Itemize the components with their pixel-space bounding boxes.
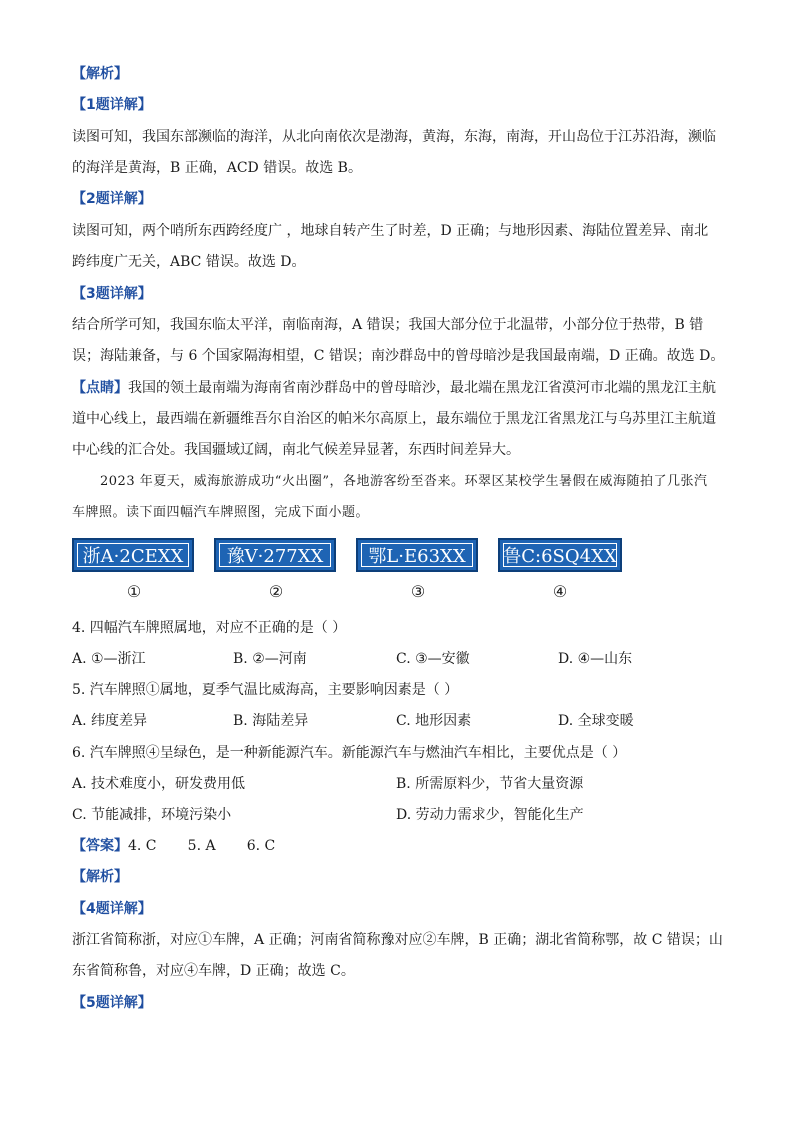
question-4-option-d: D. ④—山东 [558, 651, 633, 667]
question-5-option-a: A. 纬度差异 [72, 713, 148, 729]
q4-detail-line-2: 东省简称鲁，对应④车牌，D 正确；故选 C。 [72, 963, 355, 979]
question-5-stem: 5. 汽车牌照①属地，夏季气温比威海高，主要影响因素是（ ） [72, 682, 459, 698]
question-4-option-a: A. ①—浙江 [72, 651, 146, 667]
question-4-option-c: C. ③—安徽 [396, 651, 470, 667]
question-4-option-b: B. ②—河南 [233, 651, 307, 667]
key-point-line-3: 中心线的汇合处。我国疆域辽阔，南北气候差异显著，东西时间差异大。 [72, 442, 520, 458]
question-6-stem: 6. 汽车牌照④呈绿色，是一种新能源汽车。新能源汽车与燃油汽车相比，主要优点是（ ） [72, 745, 627, 761]
q1-detail-line-2: 的海洋是黄海，B 正确，ACD 错误。故选 B。 [72, 160, 362, 176]
license-plate-4-text: 鲁C:6SQ4XX [503, 546, 617, 567]
key-point-heading: 【点睛】 [72, 380, 128, 396]
license-plate-3 [356, 538, 478, 572]
license-plate-3-text: 鄂L·E63XX [368, 546, 466, 567]
q2-detail-line-1: 读图可知，两个哨所东西跨经度广 ，地球自转产生了时差，D 正确；与地形因素、海陆位置差异、南北 [72, 223, 709, 239]
question-5-option-d: D. 全球变暖 [558, 713, 634, 729]
plate-index-3: ③ [410, 582, 426, 601]
q2-detail-line-2: 跨纬度广无关，ABC 错误。故选 D。 [72, 254, 306, 270]
plate-index-2: ② [268, 582, 284, 601]
question-5-option-b: B. 海陆差异 [233, 713, 309, 729]
q2-detail-heading: 【2题详解】 [72, 191, 152, 207]
analysis-heading: 【解析】 [72, 66, 128, 82]
q5-detail-heading: 【5题详解】 [72, 995, 152, 1011]
material-intro-line-2: 车牌照。读下面四幅汽车牌照图，完成下面小题。 [72, 505, 370, 520]
question-6-option-b: B. 所需原料少，节省大量资源 [396, 776, 584, 792]
plate-index-4: ④ [552, 582, 568, 601]
analysis-heading-2: 【解析】 [72, 869, 128, 885]
license-plate-4 [498, 538, 622, 572]
q3-detail-line-2: 误；海陆兼备，与 6 个国家隔海相望，C 错误；南沙群岛中的曾母暗沙是我国最南端，D 正确。故选 D。 [72, 348, 725, 364]
license-plate-2-text: 豫V·277XX [226, 546, 324, 567]
q1-detail-heading: 【1题详解】 [72, 97, 152, 113]
q3-detail-heading: 【3题详解】 [72, 286, 152, 302]
q4-detail-line-1: 浙江省简称浙，对应①车牌，A 正确；河南省简称豫对应②车牌，B 正确；湖北省简称鄂，故 C 错误；山 [72, 932, 723, 948]
answer-line [72, 836, 275, 856]
license-plate-2 [214, 538, 336, 572]
question-6-option-a: A. 技术难度小，研发费用低 [72, 776, 246, 792]
plate-index-1: ① [126, 582, 142, 601]
q1-detail-line-1: 读图可知，我国东部濒临的海洋，从北向南依次是渤海，黄海，东海，南海，开山岛位于江苏沿海，濒临 [72, 129, 716, 145]
key-point-text-1: 我国的领土最南端为海南省南沙群岛中的曾母暗沙，最北端在黑龙江省漠河市北端的黑龙江主航 [128, 380, 716, 396]
key-point-line-1 [72, 378, 716, 398]
question-6-option-d: D. 劳动力需求少，智能化生产 [396, 807, 584, 823]
question-6-option-c: C. 节能减排，环境污染小 [72, 807, 232, 823]
question-5-option-c: C. 地形因素 [396, 713, 472, 729]
q4-detail-heading: 【4题详解】 [72, 901, 152, 917]
key-point-line-2: 道中心线上，最西端在新疆维吾尔自治区的帕米尔高原上，最东端位于黑龙江省黑龙江与乌苏里江主航道 [72, 411, 716, 427]
license-plate-1-text: 浙A·2CEXX [82, 546, 184, 567]
license-plate-1 [72, 538, 194, 572]
answer-heading: 【答案】 [72, 838, 128, 854]
material-intro-line-1: 2023 年夏天，威海旅游成功“火出圈”，各地游客纷至沓来。环翠区某校学生暑假在威海随拍了几张汽 [100, 474, 708, 489]
question-4-stem: 4. 四幅汽车牌照属地，对应不正确的是（ ） [72, 620, 347, 636]
answer-text: 4. C 5. A 6. C [128, 838, 276, 854]
q3-detail-line-1: 结合所学可知，我国东临太平洋，南临南海，A 错误；我国大部分位于北温带，小部分位于热带，B 错 [72, 317, 704, 333]
